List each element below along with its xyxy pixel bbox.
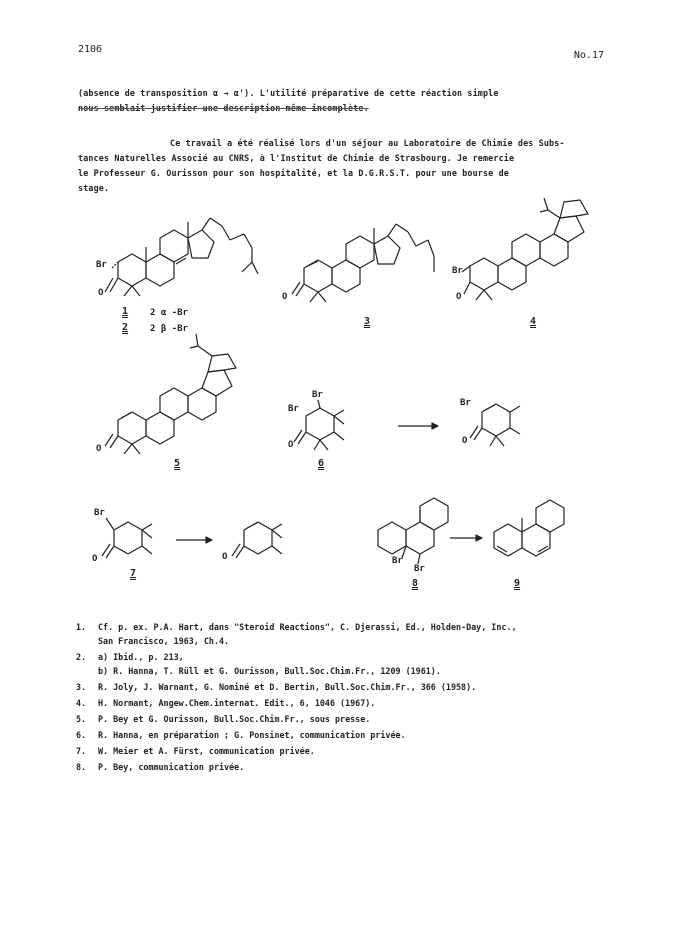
structure-7-product-o-label: O [222,552,228,562]
reference-item [76,744,616,758]
reference-item [76,620,616,648]
structure-4 [462,198,588,300]
paragraph-2-line-4: stage. [78,183,110,193]
reference-item [76,680,616,694]
reference-text: a) Ibid., p. 213, b) R. Hanna, T. Rüll et G. Ourisson, Bull.Soc.Chim.Fr., 1209 (1961). [98,652,441,676]
reference-item [76,728,616,742]
compound-9-number: 9 [514,578,521,589]
structure-6-br2-label: Br [288,404,299,414]
reference-item [76,760,616,774]
reference-number: 6. [76,730,87,740]
compound-2-note: 2 β -Br [150,324,188,334]
structure-7-br-label: Br [94,508,105,518]
reference-number: 4. [76,698,87,708]
structure-6 [294,400,344,450]
reference-number: 3. [76,682,87,692]
structure-6-product-o-label: O [462,436,468,446]
structure-7-product [232,522,282,558]
structure-3 [292,224,434,302]
structure-6-br1-label: Br [312,390,323,400]
reference-text: P. Bey, communication privée. [98,762,245,772]
structure-5 [105,334,236,454]
reference-text: R. Joly, J. Warnant, G. Nominé et D. Bertin, Bull.Soc.Chim.Fr., 366 (1958). [98,682,477,692]
structure-6-product-br-label: Br [460,398,471,408]
reference-text: W. Meier et A. Fürst, communication privée. [98,746,315,756]
structure-7 [102,518,152,558]
reference-number: 5. [76,714,87,724]
paragraph-1-line-2: nous semblait justifier une description même incomplète. [78,103,369,113]
compound-5-number: 5 [174,458,181,469]
structure-4-o-label: O [456,292,462,302]
structure-8-br1-label: Br [392,556,403,566]
reference-number: 1. [76,622,87,632]
compound-2-number: 2 [122,322,129,333]
paragraph-1-line-1: (absence de transposition α → α'). L'utilité préparative de cette réaction simple [78,88,499,98]
reference-item [76,712,616,726]
reference-item [76,650,616,678]
structure-7-o-label: O [92,554,98,564]
paragraph-2-line-1: Ce travail a été réalisé lors d'un séjour au Laboratoire de Chimie des Subs- [170,138,565,148]
structure-6-o-label: O [288,440,294,450]
structure-1-o-label: O [98,288,104,298]
reference-text: H. Normant, Angew.Chem.internat. Edit., 6, 1046 (1967). [98,698,376,708]
compound-7-number: 7 [130,568,137,579]
reference-text: Cf. p. ex. P.A. Hart, dans "Steroid Reactions", C. Djerassi, Ed., Holden-Day, Inc., San Francisco, 1963, Ch.4. [98,622,517,646]
reference-number: 2. [76,652,87,662]
structure-9 [494,500,564,556]
compound-8-number: 8 [412,578,419,589]
reference-text: P. Bey et G. Ourisson, Bull.Soc.Chim.Fr., sous presse. [98,714,371,724]
structure-8 [378,498,448,564]
references-list [76,620,616,776]
structure-4-br-label: Br [452,266,463,276]
compound-1-number: 1 [122,306,129,317]
structure-5-o-label: O [96,444,102,454]
compound-4-number: 4 [530,316,537,327]
journal-issue: No.17 [573,50,604,61]
paragraph-2-line-2: tances Naturelles Associé au CNRS, à l'Institut de Chimie de Strasbourg. Je remercie [78,153,515,163]
structure-1-2 [105,218,258,296]
compound-3-number: 3 [364,316,371,327]
reference-number: 8. [76,762,87,772]
structure-6-product [470,404,520,446]
structure-1-br-label: Br [96,260,107,270]
compound-6-number: 6 [318,458,325,469]
reference-text: R. Hanna, en préparation ; G. Ponsinet, communication privée. [98,730,406,740]
structure-8-br2-label: Br [414,564,425,574]
page-number: 2106 [78,44,103,55]
reference-item [76,696,616,710]
compound-1-note: 2 α -Br [150,308,188,318]
reference-number: 7. [76,746,87,756]
paragraph-2-line-3: le Professeur G. Ourisson pour son hospitalité, et la D.G.R.S.T. pour une bourse de [78,168,509,178]
structure-3-o-label: O [282,292,288,302]
